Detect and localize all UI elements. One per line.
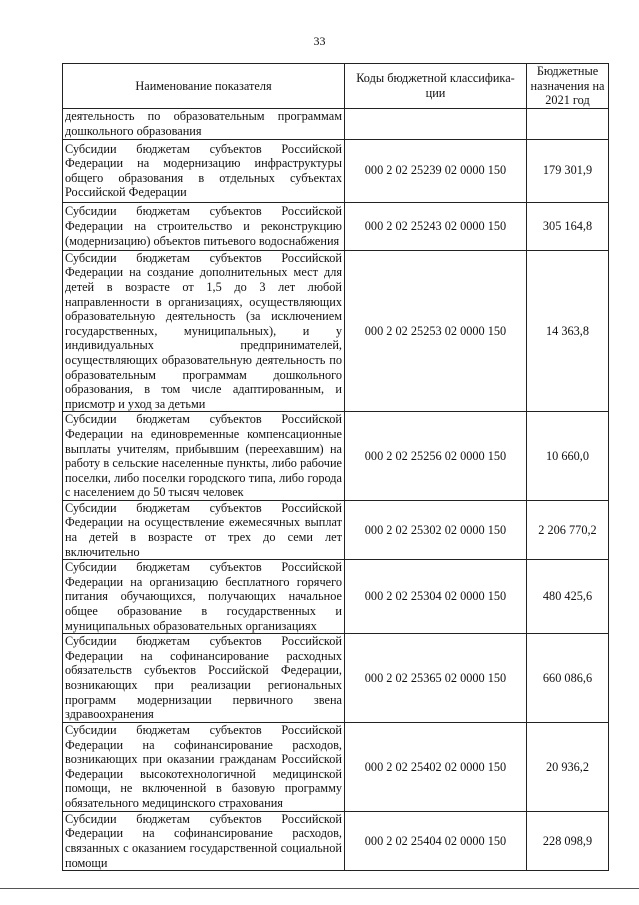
row-value: 10 660,0 bbox=[527, 412, 609, 501]
row-code: 000 2 02 25302 02 0000 150 bbox=[345, 500, 527, 559]
table-row bbox=[63, 250, 609, 412]
row-value bbox=[527, 108, 609, 139]
row-name: Субсидии бюджетам субъектов Российской Федерации на строительство и реконструкцию (модернизацию) объектов питьевого водоснабжения bbox=[63, 202, 345, 250]
row-code: 000 2 02 25365 02 0000 150 bbox=[345, 634, 527, 723]
page-number: 33 bbox=[313, 34, 326, 48]
row-value: 480 425,6 bbox=[527, 560, 609, 634]
table-row bbox=[63, 811, 609, 870]
table-row bbox=[63, 108, 609, 139]
row-code: 000 2 02 25256 02 0000 150 bbox=[345, 412, 527, 501]
table-row bbox=[63, 722, 609, 811]
row-code: 000 2 02 25304 02 0000 150 bbox=[345, 560, 527, 634]
row-value: 228 098,9 bbox=[527, 811, 609, 870]
row-value: 305 164,8 bbox=[527, 202, 609, 250]
header-value: Бюджетные назначения на 2021 год bbox=[527, 64, 609, 109]
row-name: Субсидии бюджетам субъектов Российской Федерации на единовременные компенсационные выплаты учителям, прибывшим (переехавшим) на работу в сельские населенные пункты, либо рабочие поселки, либо поселки городского типа, либо города с населением до 50 тысяч человек bbox=[63, 412, 345, 501]
row-name: Субсидии бюджетам субъектов Российской Федерации на софинансирование расходных обязательств субъектов Российской Федерации, возникающих при реализации региональных программ модернизации первичного звена здравоохранения bbox=[63, 634, 345, 723]
header-code: Коды бюджетной классифика-ции bbox=[345, 64, 527, 109]
row-name: Субсидии бюджетам субъектов Российской Федерации на софинансирование расходов, возникающих при оказании гражданам Российской Федерации высокотехнологичной медицинской помощи, не включенной в базовую программу обязательного медицинского страхования bbox=[63, 722, 345, 811]
row-name: Субсидии бюджетам субъектов Российской Федерации на модернизацию инфраструктуры общего образования в отдельных субъектах Российской Федерации bbox=[63, 139, 345, 202]
row-value: 20 936,2 bbox=[527, 722, 609, 811]
budget-table bbox=[62, 63, 609, 871]
row-code: 000 2 02 25239 02 0000 150 bbox=[345, 139, 527, 202]
row-name: Субсидии бюджетам субъектов Российской Федерации на осуществление ежемесячных выплат на детей в возрасте от трех до семи лет включительно bbox=[63, 500, 345, 559]
header-name: Наименование показателя bbox=[63, 64, 345, 109]
table-row bbox=[63, 560, 609, 634]
bottom-divider bbox=[0, 888, 639, 889]
row-name: Субсидии бюджетам субъектов Российской Федерации на организацию бесплатного горячего питания обучающихся, получающих начальное общее образование в государственных и муниципальных образовательных организациях bbox=[63, 560, 345, 634]
table-header-row bbox=[63, 64, 609, 109]
row-code: 000 2 02 25402 02 0000 150 bbox=[345, 722, 527, 811]
table-row bbox=[63, 139, 609, 202]
row-code: 000 2 02 25253 02 0000 150 bbox=[345, 250, 527, 412]
row-name: деятельность по образовательным программам дошкольного образования bbox=[63, 108, 345, 139]
row-value: 179 301,9 bbox=[527, 139, 609, 202]
row-code bbox=[345, 108, 527, 139]
row-value: 2 206 770,2 bbox=[527, 500, 609, 559]
row-code: 000 2 02 25243 02 0000 150 bbox=[345, 202, 527, 250]
table-row bbox=[63, 202, 609, 250]
row-name: Субсидии бюджетам субъектов Российской Федерации на софинансирование расходов, связанных с оказанием государственной социальной помощи bbox=[63, 811, 345, 870]
row-name: Субсидии бюджетам субъектов Российской Федерации на создание дополнительных мест для детей в возрасте от 1,5 до 3 лет любой направленности в организациях, осуществляющих образовательную деятельность (за исключением государственных, муниципальных), и у индивидуальных предпринимателей, осуществляющих образовательную деятельность по образовательным программам дошкольного образования, в том числе адаптированным, и присмотр и уход за детьми bbox=[63, 250, 345, 412]
row-value: 14 363,8 bbox=[527, 250, 609, 412]
row-value: 660 086,6 bbox=[527, 634, 609, 723]
table-row bbox=[63, 634, 609, 723]
row-code: 000 2 02 25404 02 0000 150 bbox=[345, 811, 527, 870]
table-row bbox=[63, 500, 609, 559]
table-row bbox=[63, 412, 609, 501]
